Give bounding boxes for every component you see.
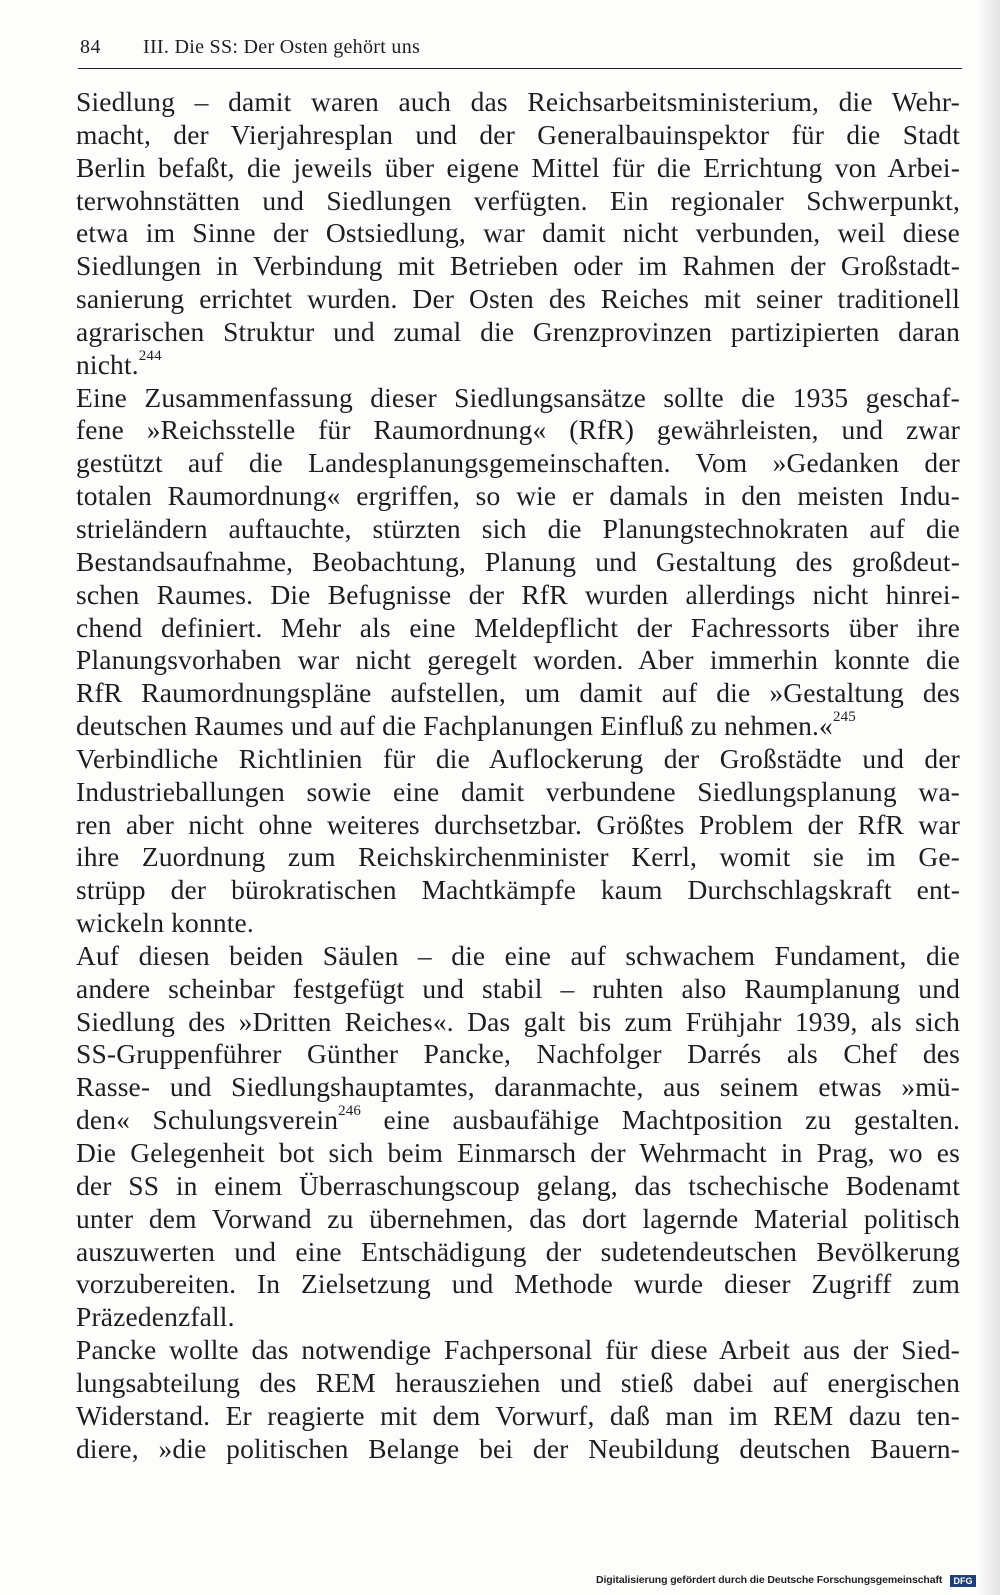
text-line: [76, 1137, 960, 1170]
text-line: [76, 743, 960, 776]
text-line: [76, 874, 960, 907]
text-line: [76, 1170, 960, 1203]
text-line-continuation: eine ausbaufähige Machtposition zu gestalten.: [361, 1104, 960, 1136]
text-line: [76, 1433, 960, 1466]
text-line: [76, 1236, 960, 1269]
text-line-content: etwa im Sinne der Ostsiedlung, war damit nicht verbunden, weil diese: [76, 217, 960, 249]
text-line-content: ren aber nicht ohne weiteres durchsetzbar. Größtes Problem der RfR war: [76, 808, 960, 840]
text-line-content: totalen Raumordnung« ergriffen, so wie er damals in den meisten Indu-: [76, 480, 960, 512]
text-line: [76, 841, 960, 874]
text-line-content: sanierung errichtet wurden. Der Osten des Reiches mit seiner traditionell: [76, 283, 960, 315]
text-line: [76, 1203, 960, 1236]
text-line: [76, 86, 960, 119]
footnote-reference: 244: [138, 347, 162, 364]
text-line-content: Planungsvorhaben war nicht geregelt worden. Aber immerhin konnte die: [76, 644, 960, 676]
text-line-content: andere scheinbar festgefügt und stabil – ruhten also Raumplanung und: [76, 972, 960, 1004]
text-line-content: Siedlungen in Verbindung mit Betrieben oder im Rahmen der Großstadt-: [76, 250, 960, 282]
text-line: [76, 809, 960, 842]
text-line-content: Siedlung des »Dritten Reiches«. Das galt bis zum Frühjahr 1939, als sich: [76, 1005, 960, 1037]
text-line-content: Bestandsaufnahme, Beobachtung, Planung und Gestaltung des großdeut-: [76, 545, 960, 577]
text-line: [76, 283, 960, 316]
text-line-content: der SS in einem Überraschungscoup gelang, das tschechische Bodenamt: [76, 1169, 960, 1201]
text-line: [76, 1301, 960, 1334]
text-line: [76, 152, 960, 185]
body-text: [76, 86, 960, 1465]
text-line-content: lungsabteilung des REM herausziehen und stieß dabei auf energischen: [76, 1366, 960, 1398]
text-line-content: Pancke wollte das notwendige Fachpersonal für diese Arbeit aus der Sied-: [76, 1334, 960, 1366]
text-line: [76, 710, 960, 743]
text-line-content: diere, »die politischen Belange bei der Neubildung deutschen Bauern-: [76, 1432, 960, 1464]
text-line: [76, 1006, 960, 1039]
text-line-content: vorzubereiten. In Zielsetzung und Methode wurde dieser Zugriff zum: [76, 1268, 960, 1300]
text-line-content: Auf diesen beiden Säulen – die eine auf schwachem Fundament, die: [76, 939, 960, 971]
text-line: [76, 1334, 960, 1367]
footnote-reference: 246: [338, 1103, 362, 1120]
text-line-content: strieländern auftauchte, stürzten sich die Planungstechnokraten auf die: [76, 512, 960, 544]
text-line-content: ihre Zuordnung zum Reichskirchenminister Kerrl, womit sie im Ge-: [76, 841, 960, 873]
scan-shadow-edge: [978, 0, 1000, 1595]
text-line-content: Eine Zusammenfassung dieser Siedlungsansätze sollte die 1935 geschaf-: [76, 381, 960, 413]
text-line: [76, 447, 960, 480]
text-line-content: RfR Raumordnungspläne aufstellen, um damit auf die »Gestaltung des: [76, 677, 960, 709]
text-line: [76, 1071, 960, 1104]
text-line-content: fene »Reichsstelle für Raumordnung« (RfR) gewährleisten, und zwar: [76, 414, 960, 446]
text-line: [76, 546, 960, 579]
header-rule: [78, 68, 962, 69]
text-line: [76, 1038, 960, 1071]
text-line: [76, 677, 960, 710]
footnote-reference: 245: [832, 709, 856, 726]
text-line-content: Widerstand. Er reagierte mit dem Vorwurf, daß man im REM dazu ten-: [76, 1399, 960, 1431]
text-line-content: nicht.: [76, 348, 139, 380]
text-line-content: unter dem Vorwand zu übernehmen, das dort lagernde Material politisch: [76, 1202, 960, 1234]
footer: [596, 1574, 976, 1588]
text-line-content: gestützt auf die Landesplanungsgemeinschaften. Vom »Gedanken der: [76, 447, 960, 479]
text-line-content: Rasse- und Siedlungshauptamtes, daranmachte, aus seinem etwas »mü-: [76, 1071, 960, 1103]
text-line: [76, 119, 960, 152]
digitization-notice: Digitalisierung gefördert durch die Deutsche Forschungsgemeinschaft: [596, 1574, 943, 1586]
running-head: III. Die SS: Der Osten gehört uns: [143, 36, 421, 58]
text-line-content: Siedlung – damit waren auch das Reichsarbeitsministerium, die Wehr-: [76, 86, 960, 117]
text-line: [76, 513, 960, 546]
text-line-content: Verbindliche Richtlinien für die Auflockerung der Großstädte und der: [76, 742, 960, 774]
text-line-content: Die Gelegenheit bot sich beim Einmarsch der Wehrmacht in Prag, wo es: [76, 1137, 960, 1168]
text-line-content: auszuwerten und eine Entschädigung der sudetendeutschen Bevölkerung: [76, 1235, 960, 1267]
text-line: [76, 1367, 960, 1400]
text-line: [76, 776, 960, 809]
text-line-content: terwohnstätten und Siedlungen verfügten. Ein regionaler Schwerpunkt,: [76, 184, 960, 216]
text-line-content: den« Schulungsverein: [76, 1104, 339, 1136]
text-line-content: Berlin befaßt, die jeweils über eigene Mittel für die Errichtung von Arbei-: [76, 151, 960, 183]
text-line-content: wickeln konnte.: [76, 907, 254, 939]
text-line-content: SS-Gruppenführer Günther Pancke, Nachfolger Darrés als Chef des: [76, 1038, 960, 1070]
text-line: [76, 940, 960, 973]
text-line: [76, 907, 960, 940]
text-line: [76, 349, 960, 382]
text-line: [76, 973, 960, 1006]
text-line: [76, 480, 960, 513]
text-line-content: schen Raumes. Die Befugnisse der RfR wurden allerdings nicht hinrei-: [76, 578, 960, 610]
text-line-content: agrarischen Struktur und zumal die Grenzprovinzen partizipierten daran: [76, 315, 960, 347]
text-line: [76, 414, 960, 447]
text-line: [76, 579, 960, 612]
text-line: [76, 382, 960, 415]
text-line-content: Industrieballungen sowie eine damit verbundene Siedlungsplanung wa-: [76, 775, 960, 807]
text-line: [76, 612, 960, 645]
text-line: [76, 185, 960, 218]
text-line: [76, 1104, 960, 1137]
text-line-content: Präzedenzfall.: [76, 1301, 235, 1333]
text-line: [76, 1400, 960, 1433]
text-line: [76, 250, 960, 283]
text-line: [76, 1268, 960, 1301]
text-line: [76, 217, 960, 250]
text-line-content: strüpp der bürokratischen Machtkämpfe kaum Durchschlagskraft ent-: [76, 874, 960, 906]
text-line-content: macht, der Vierjahresplan und der Generalbauinspektor für die Stadt: [76, 118, 960, 150]
page-header: [80, 36, 962, 66]
text-line: [76, 316, 960, 349]
text-line-content: deutschen Raumes und auf die Fachplanungen Einfluß zu nehmen.«: [76, 710, 833, 742]
text-line: [76, 644, 960, 677]
dfg-logo: DFG: [950, 1575, 976, 1587]
text-line-content: chend definiert. Mehr als eine Meldepflicht der Fachressorts über ihre: [76, 611, 960, 643]
page-number: 84: [80, 36, 101, 58]
